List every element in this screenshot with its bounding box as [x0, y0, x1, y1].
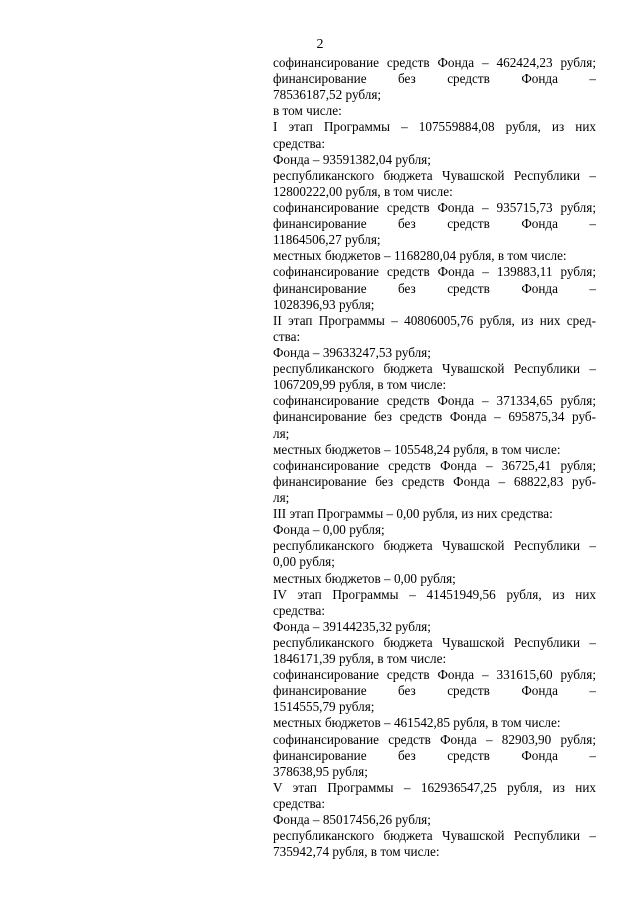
- text-line: республиканского бюджета Чувашской Республики –: [273, 828, 596, 844]
- text-line: Фонда – 85017456,26 рубля;: [273, 812, 431, 828]
- text-line: 1028396,93 рубля;: [273, 296, 375, 312]
- body-text: [273, 55, 596, 860]
- text-line: 378638,95 рубля;: [273, 763, 368, 779]
- text-line: республиканского бюджета Чувашской Республики –: [273, 538, 596, 554]
- text-line: средства:: [273, 796, 326, 812]
- text-line: финансирование без средств Фонда –: [273, 71, 596, 87]
- text-line: 78536187,52 рубля;: [273, 87, 382, 103]
- text-line: финансирование без средств Фонда –: [273, 280, 596, 296]
- text-line: в том числе:: [273, 103, 342, 119]
- text-line: республиканского бюджета Чувашской Республики –: [273, 167, 596, 183]
- text-line: софинансирование средств Фонда – 82903,90 рубля;: [273, 731, 596, 747]
- text-line: финансирование без средств Фонда –: [273, 216, 596, 232]
- text-line: 1846171,39 рубля, в том числе:: [273, 651, 447, 667]
- text-line: ля;: [273, 425, 290, 441]
- text-line: софинансирование средств Фонда – 331615,60 рубля;: [273, 667, 596, 683]
- text-line: финансирование без средств Фонда – 68822,83 руб-: [273, 473, 596, 489]
- text-line: Фонда – 93591382,04 рубля;: [273, 151, 431, 167]
- text-line: II этап Программы – 40806005,76 рубля, из них сред-: [273, 312, 596, 328]
- text-line: местных бюджетов – 461542,85 рубля, в том числе:: [273, 715, 561, 731]
- text-line: софинансирование средств Фонда – 371334,65 рубля;: [273, 393, 596, 409]
- text-line: финансирование без средств Фонда –: [273, 747, 596, 763]
- text-line: 1067209,99 рубля, в том числе:: [273, 377, 447, 393]
- text-line: 0,00 рубля;: [273, 554, 335, 570]
- text-line: республиканского бюджета Чувашской Республики –: [273, 634, 596, 650]
- text-line: средства:: [273, 135, 326, 151]
- text-line: республиканского бюджета Чувашской Республики –: [273, 361, 596, 377]
- page-number: 2: [316, 37, 324, 52]
- text-line: финансирование без средств Фонда – 695875,34 руб-: [273, 409, 596, 425]
- text-line: ля;: [273, 489, 290, 505]
- text-line: местных бюджетов – 1168280,04 рубля, в том числе:: [273, 248, 567, 264]
- text-line: средства:: [273, 602, 326, 618]
- text-line: софинансирование средств Фонда – 935715,73 рубля;: [273, 199, 596, 215]
- text-line: I этап Программы – 107559884,08 рубля, из них: [273, 119, 596, 135]
- text-line: Фонда – 0,00 рубля;: [273, 522, 385, 538]
- text-line: 1514555,79 рубля;: [273, 699, 375, 715]
- text-line: III этап Программы – 0,00 рубля, из них средства:: [273, 506, 553, 522]
- text-line: местных бюджетов – 0,00 рубля;: [273, 570, 456, 586]
- text-line: софинансирование средств Фонда – 139883,11 рубля;: [273, 264, 596, 280]
- text-line: Фонда – 39633247,53 рубля;: [273, 344, 431, 360]
- text-line: Фонда – 39144235,32 рубля;: [273, 618, 431, 634]
- text-line: 735942,74 рубля, в том числе:: [273, 844, 440, 860]
- text-line: 11864506,27 рубля;: [273, 232, 381, 248]
- text-line: софинансирование средств Фонда – 36725,41 рубля;: [273, 457, 596, 473]
- text-line: IV этап Программы – 41451949,56 рубля, из них: [273, 586, 596, 602]
- text-line: 12800222,00 рубля, в том числе:: [273, 183, 453, 199]
- text-line: финансирование без средств Фонда –: [273, 683, 596, 699]
- text-line: местных бюджетов – 105548,24 рубля, в том числе:: [273, 441, 561, 457]
- text-line: V этап Программы – 162936547,25 рубля, из них: [273, 779, 596, 795]
- text-line: ства:: [273, 328, 301, 344]
- text-line: софинансирование средств Фонда – 462424,23 рубля;: [273, 55, 596, 70]
